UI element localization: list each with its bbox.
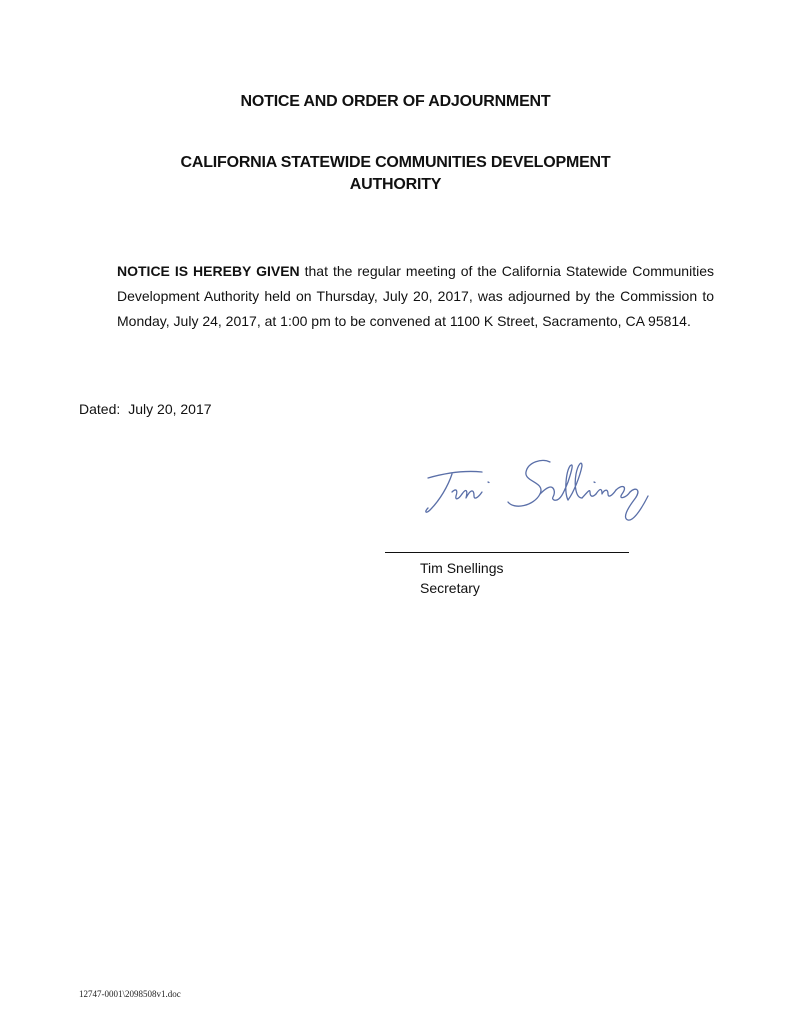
document-reference: 12747-0001\2098508v1.doc: [79, 989, 181, 999]
document-title: NOTICE AND ORDER OF ADJOURNMENT: [240, 93, 551, 110]
handwritten-signature: [422, 452, 654, 530]
signature-line: [385, 552, 629, 553]
signer-name: Tim Snellings: [420, 560, 504, 576]
dated-value: July 20, 2017: [128, 401, 212, 417]
signer-title: Secretary: [420, 580, 480, 596]
authority-heading-line-2: AUTHORITY: [349, 176, 442, 193]
dated-label: Dated:: [79, 401, 121, 417]
dated-line: [79, 401, 212, 417]
authority-heading: [0, 152, 791, 196]
notice-lead: NOTICE IS HEREBY GIVEN: [117, 263, 300, 279]
authority-heading-line-1: CALIFORNIA STATEWIDE COMMUNITIES DEVELOPMENT: [180, 154, 611, 171]
signer-block: [420, 558, 504, 598]
notice-body: that the regular meeting of the California Statewide Communities Development Authority held on Thursday, July 20, 2017, was adjourned by the Commission to Monday, July 24, 2017, at 1:00 pm to be convened at 1100 K Street, Sacramento, CA 95814.: [117, 263, 714, 329]
notice-paragraph: [117, 259, 714, 334]
